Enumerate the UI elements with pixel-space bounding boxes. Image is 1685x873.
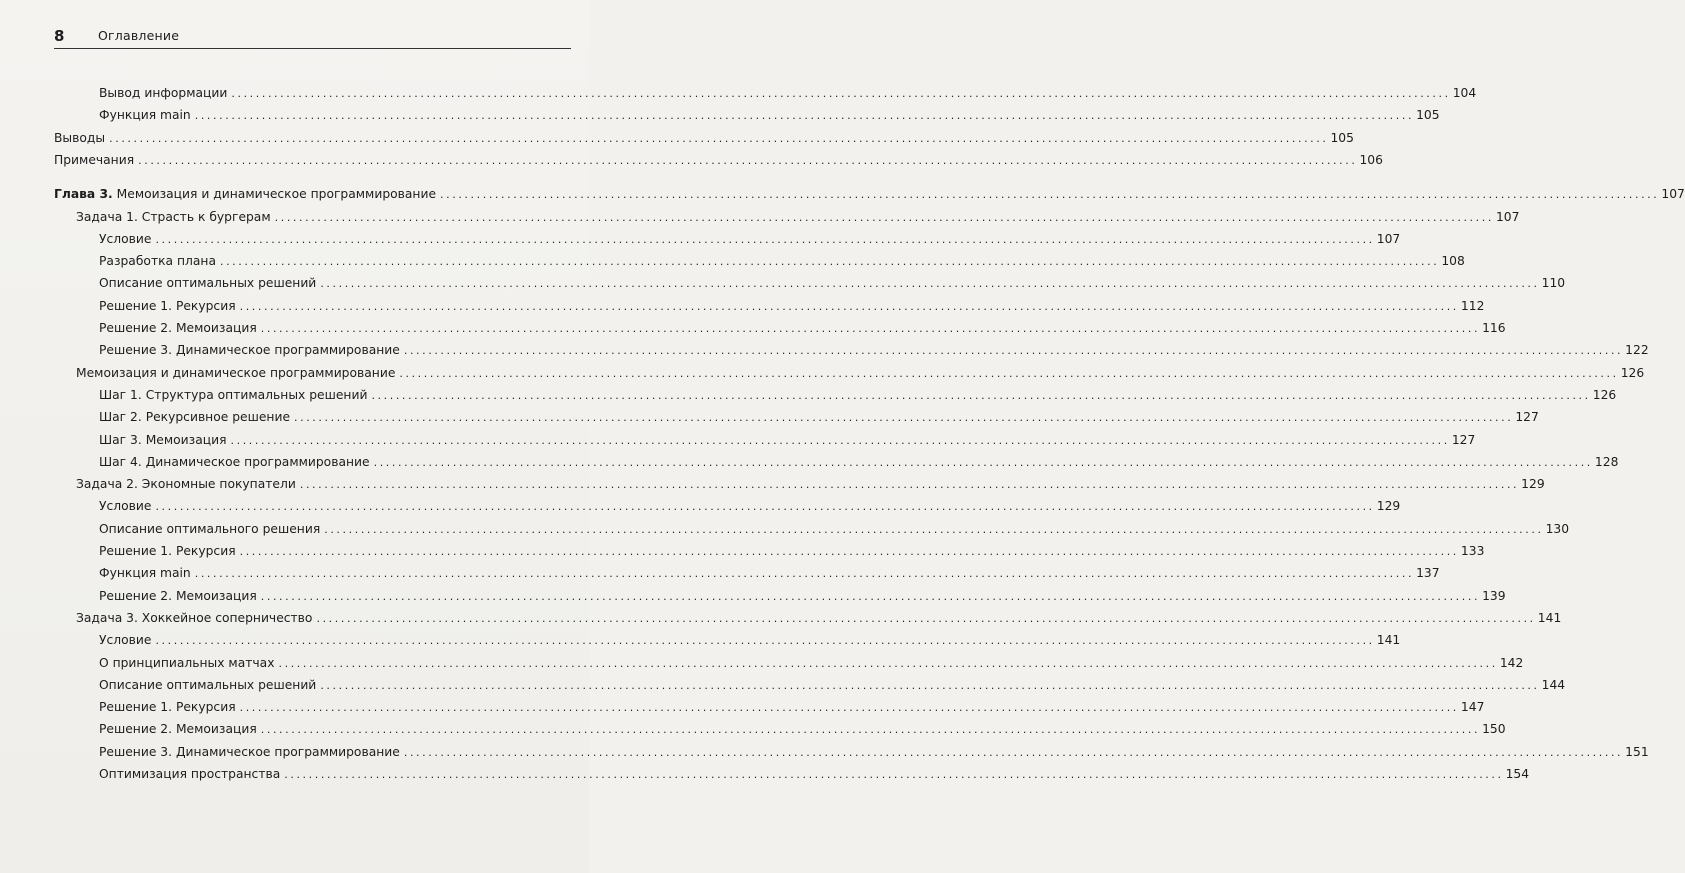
- page-header: [54, 26, 571, 49]
- toc-entry-page: 139: [1482, 589, 1506, 603]
- toc-entry-text: Условие: [99, 232, 152, 246]
- toc-entry-title: [99, 743, 404, 761]
- toc-entry: [54, 129, 1354, 147]
- toc-entry-page: 147: [1460, 700, 1485, 714]
- toc-entry-title: [99, 631, 155, 649]
- toc-entry: [76, 364, 1645, 382]
- toc-entry-page: 141: [1537, 611, 1562, 625]
- dot-leader: ........................................................................................................................................................................................................: [274, 211, 1494, 224]
- toc-entry-page: 142: [1499, 656, 1524, 670]
- dot-leader: ........................................................................................................................................................................................................: [440, 188, 1660, 201]
- toc-entry-title: [99, 520, 324, 538]
- toc-entry-text: Задача 3. Хоккейное соперничество: [76, 611, 313, 625]
- toc-entry-text: Решение 2. Мемоизация: [99, 722, 257, 736]
- toc-entry-page: 150: [1482, 722, 1506, 736]
- dot-leader: ........................................................................................................................................................................................................: [230, 434, 1450, 447]
- toc-entry: [99, 520, 1570, 538]
- dot-leader: ........................................................................................................................................................................................................: [284, 768, 1504, 781]
- toc-entry-title: [99, 587, 261, 605]
- toc-entry: [99, 497, 1401, 515]
- toc-entry: [99, 106, 1440, 124]
- dot-leader: ........................................................................................................................................................................................................: [138, 154, 1358, 167]
- dot-leader: ........................................................................................................................................................................................................: [324, 523, 1544, 536]
- toc-entry-title: [76, 475, 300, 493]
- toc-entry-text: Решение 1. Рекурсия: [99, 544, 236, 558]
- toc-entry-text: Описание оптимального решения: [99, 522, 321, 536]
- toc-entry-page: 126: [1620, 366, 1645, 380]
- toc-entry-title: [99, 676, 320, 694]
- dot-leader: ........................................................................................................................................................................................................: [399, 367, 1619, 380]
- toc-entry-text: Шаг 3. Мемоизация: [99, 433, 227, 447]
- toc-entry-text: Оптимизация пространства: [99, 767, 281, 781]
- toc-entry-page: 128: [1594, 455, 1619, 469]
- toc-entry-page: 126: [1592, 388, 1617, 402]
- toc-entry: [99, 408, 1539, 426]
- toc-entry: [99, 84, 1477, 102]
- toc-entry-text: Задача 1. Страсть к бургерам: [76, 210, 271, 224]
- toc-entry: [54, 151, 1383, 169]
- toc-entry-title: [99, 319, 261, 337]
- toc-entry-text: Шаг 4. Динамическое программирование: [99, 455, 370, 469]
- toc-entry: [99, 631, 1401, 649]
- dot-leader: ........................................................................................................................................................................................................: [299, 478, 1520, 491]
- toc-entry-title: [99, 297, 240, 315]
- toc-entry-text: Решение 2. Мемоизация: [99, 589, 257, 603]
- dot-leader: ........................................................................................................................................................................................................: [403, 746, 1624, 759]
- toc-entry-page: 137: [1416, 566, 1440, 580]
- toc-entry-page: 108: [1441, 254, 1465, 268]
- toc-entry: [99, 587, 1506, 605]
- toc-entry: [99, 230, 1401, 248]
- dot-leader: ........................................................................................................................................................................................................: [373, 456, 1593, 469]
- dot-leader: ........................................................................................................................................................................................................: [403, 344, 1624, 357]
- toc-entry-text: Шаг 2. Рекурсивное решение: [99, 410, 291, 424]
- toc-entry: [99, 743, 1649, 761]
- toc-entry: [99, 542, 1485, 560]
- toc-entry-text: Решение 3. Динамическое программирование: [99, 745, 400, 759]
- toc-entry-text: Функция main: [99, 108, 191, 122]
- dot-leader: ........................................................................................................................................................................................................: [194, 567, 1415, 580]
- toc-entry-text: Шаг 1. Структура оптимальных решений: [99, 388, 368, 402]
- toc-entry-text: Решение 1. Рекурсия: [99, 700, 236, 714]
- dot-leader: ........................................................................................................................................................................................................: [155, 634, 1375, 647]
- toc-entry-title: [99, 252, 220, 270]
- toc-entry-title: [76, 208, 275, 226]
- dot-leader: ........................................................................................................................................................................................................: [278, 657, 1498, 670]
- dot-leader: ........................................................................................................................................................................................................: [239, 300, 1459, 313]
- toc-entry-text: Мемоизация и динамическое программирование: [112, 187, 437, 201]
- dot-leader: ........................................................................................................................................................................................................: [294, 411, 1514, 424]
- toc-entry-page: 151: [1625, 745, 1649, 759]
- toc-entry: [99, 453, 1619, 471]
- dot-leader: ........................................................................................................................................................................................................: [239, 701, 1459, 714]
- toc-entry-page: 129: [1376, 499, 1401, 513]
- toc-entry-title: [54, 185, 440, 203]
- toc-entry: [99, 341, 1649, 359]
- toc-entry-title: [54, 129, 109, 147]
- toc-entry-title: [99, 106, 195, 124]
- toc-entry: [99, 252, 1465, 270]
- toc-entry-title: [76, 364, 399, 382]
- toc-entry-title: [99, 497, 155, 515]
- toc-entry-page: 129: [1521, 477, 1545, 491]
- toc-entry-text: Примечания: [54, 153, 135, 167]
- toc-entry-text: Разработка плана: [99, 254, 216, 268]
- toc-entry-text: Решение 2. Мемоизация: [99, 321, 257, 335]
- page-number: 8: [54, 27, 65, 45]
- toc-entry-title: [99, 654, 279, 672]
- toc-entry-page: 105: [1330, 131, 1354, 145]
- toc-entry: [99, 698, 1485, 716]
- toc-entry-title: [99, 431, 231, 449]
- dot-leader: ........................................................................................................................................................................................................: [155, 233, 1375, 246]
- toc-entry: [99, 676, 1566, 694]
- dot-leader: ........................................................................................................................................................................................................: [320, 277, 1540, 290]
- dot-leader: ........................................................................................................................................................................................................: [109, 132, 1329, 145]
- dot-leader: ........................................................................................................................................................................................................: [239, 545, 1459, 558]
- toc-entry-title: [99, 720, 261, 738]
- running-title: Оглавление: [98, 28, 180, 43]
- toc-entry-title: [99, 341, 404, 359]
- toc-entry-page: 127: [1515, 410, 1539, 424]
- toc-entry-title: [99, 230, 155, 248]
- dot-leader: ........................................................................................................................................................................................................: [320, 679, 1540, 692]
- toc-entry-text: Условие: [99, 633, 152, 647]
- toc-entry-text: Описание оптимальных решений: [99, 276, 317, 290]
- dot-leader: ........................................................................................................................................................................................................: [194, 109, 1415, 122]
- toc-entry-page: 154: [1505, 767, 1530, 781]
- toc-entry-text: Вывод информации: [99, 86, 228, 100]
- toc-entry-text: Решение 3. Динамическое программирование: [99, 343, 400, 357]
- toc-entry-page: 110: [1541, 276, 1566, 290]
- dot-leader: ........................................................................................................................................................................................................: [260, 322, 1481, 335]
- toc-entry-title: [99, 542, 240, 560]
- toc-entry: [99, 274, 1566, 292]
- toc-entry: [54, 185, 1685, 203]
- toc-entry-title: [54, 151, 138, 169]
- toc-entry-text: Мемоизация и динамическое программирование: [76, 366, 396, 380]
- toc-entry-page: 133: [1460, 544, 1485, 558]
- toc-entry: [76, 609, 1562, 627]
- toc-entry-title: [99, 386, 371, 404]
- toc-entry-title: [99, 453, 374, 471]
- dot-leader: ........................................................................................................................................................................................................: [260, 590, 1481, 603]
- toc-entry: [99, 720, 1506, 738]
- dot-leader: ........................................................................................................................................................................................................: [155, 500, 1375, 513]
- toc-entry-page: 130: [1545, 522, 1570, 536]
- toc-entry-page: 141: [1376, 633, 1401, 647]
- chapter-label: Глава 3.: [54, 187, 113, 201]
- toc-entry: [99, 431, 1476, 449]
- toc-entry-page: 144: [1541, 678, 1566, 692]
- toc-entry: [76, 475, 1545, 493]
- dot-leader: ........................................................................................................................................................................................................: [371, 389, 1591, 402]
- dot-leader: ........................................................................................................................................................................................................: [316, 612, 1536, 625]
- toc-entry-page: 127: [1451, 433, 1476, 447]
- toc-entry-title: [99, 765, 284, 783]
- toc-entry-page: 112: [1460, 299, 1485, 313]
- toc-entry: [99, 386, 1617, 404]
- toc-entry-page: 106: [1359, 153, 1383, 167]
- dot-leader: ........................................................................................................................................................................................................: [260, 723, 1481, 736]
- toc-entry-title: [76, 609, 316, 627]
- toc-entry-page: 104: [1452, 86, 1477, 100]
- toc-entry-text: Решение 1. Рекурсия: [99, 299, 236, 313]
- toc-entry-page: 122: [1625, 343, 1649, 357]
- toc-entry-title: [99, 84, 231, 102]
- toc-entry-text: О принципиальных матчах: [99, 656, 275, 670]
- toc-entry: [76, 208, 1520, 226]
- toc-entry: [99, 765, 1530, 783]
- toc-entry-text: Функция main: [99, 566, 191, 580]
- dot-leader: ........................................................................................................................................................................................................: [231, 87, 1451, 100]
- toc-entry: [99, 319, 1506, 337]
- toc-entry-page: 107: [1661, 187, 1685, 201]
- toc-entry-text: Задача 2. Экономные покупатели: [76, 477, 296, 491]
- toc-entry-page: 116: [1482, 321, 1506, 335]
- toc-entry-text: Условие: [99, 499, 152, 513]
- toc-entry: [99, 654, 1524, 672]
- toc-entry-title: [99, 698, 240, 716]
- dot-leader: ........................................................................................................................................................................................................: [219, 255, 1440, 268]
- toc-entry-page: 105: [1416, 108, 1440, 122]
- toc-entry: [99, 564, 1440, 582]
- toc-entry-text: Описание оптимальных решений: [99, 678, 317, 692]
- toc-entry-text: Выводы: [54, 131, 106, 145]
- toc-entry-title: [99, 564, 195, 582]
- toc-entry: [99, 297, 1485, 315]
- toc-entry-page: 107: [1376, 232, 1401, 246]
- toc-entry-page: 107: [1495, 210, 1520, 224]
- toc-entry-title: [99, 274, 320, 292]
- toc-entry-title: [99, 408, 294, 426]
